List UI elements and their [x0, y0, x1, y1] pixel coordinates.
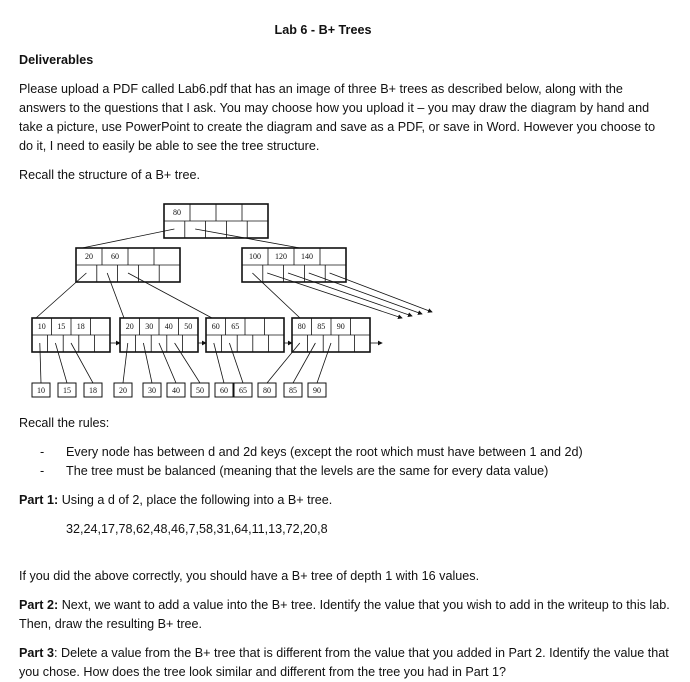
node-key: 18 — [76, 322, 85, 331]
leaf-to-record-pointer — [229, 343, 243, 383]
node-key: 40 — [164, 322, 173, 331]
node-key: 120 — [275, 252, 287, 261]
rule-text: Every node has between d and 2d keys (except the root which must have between 1 and 2d) — [66, 445, 583, 459]
node-key: 60 — [211, 322, 220, 331]
part3-paragraph — [19, 644, 671, 682]
tree-pointer-line — [252, 273, 300, 318]
record-value: 80 — [263, 386, 271, 395]
record-value: 85 — [289, 386, 297, 395]
node-key: 80 — [297, 322, 306, 331]
part2-label: Part 2: — [19, 598, 59, 612]
node-key: 30 — [145, 322, 154, 331]
node-key: 90 — [336, 322, 345, 331]
part1-text: Using a d of 2, place the following into a B+ tree. — [58, 493, 333, 507]
bullet-dash: - — [40, 464, 45, 478]
node-key: 15 — [57, 322, 66, 331]
root-to-left-pointer — [82, 229, 174, 248]
bplus-tree-diagram — [0, 196, 690, 406]
rule-text: The tree must be balanced (meaning that the levels are the same for every data value) — [66, 464, 549, 478]
leaf-to-record-pointer — [123, 343, 128, 383]
part2-text: Next, we want to add a value into the B+ tree. Identify the value that you wish to add in the writeup to this lab. Then, draw the resulting B+ tree. — [19, 598, 670, 631]
node-key: 20 — [85, 252, 93, 261]
node-key: 10 — [37, 322, 46, 331]
page-title: Lab 6 - B+ Trees — [274, 23, 372, 37]
part2-paragraph — [19, 596, 671, 634]
record-value: 15 — [63, 386, 71, 395]
record-value: 10 — [37, 386, 45, 395]
leaf-to-record-pointer — [214, 343, 224, 383]
depth-note: If you did the above correctly, you should have a B+ tree of depth 1 with 16 values. — [19, 569, 480, 583]
offscreen-pointer-arrow — [288, 273, 412, 316]
node-key: 65 — [231, 322, 240, 331]
tree-pointer-line — [107, 273, 124, 318]
record-value: 18 — [89, 386, 97, 395]
leaf-to-record-pointer — [143, 343, 152, 383]
bullet-dash: - — [40, 445, 45, 459]
node-key: 80 — [173, 208, 181, 217]
tree-pointer-line — [128, 273, 212, 318]
part1-values: 32,24,17,78,62,48,46,7,58,31,64,11,13,72,20,8 — [66, 522, 328, 536]
offscreen-pointer-arrow — [267, 273, 402, 318]
leaf-to-record-pointer — [293, 343, 315, 383]
record-value: 40 — [172, 386, 180, 395]
part3-label: Part 3 — [19, 646, 55, 660]
leaf-to-record-pointer — [159, 343, 176, 383]
leaf-to-record-pointer — [55, 343, 67, 383]
record-value: 65 — [239, 386, 247, 395]
node-key: 140 — [301, 252, 313, 261]
leaf-to-record-pointer — [71, 343, 93, 383]
record-value: 90 — [313, 386, 321, 395]
node-key: 60 — [111, 252, 119, 261]
deliverables-heading: Deliverables — [19, 53, 94, 67]
record-value: 30 — [148, 386, 156, 395]
part1-label: Part 1: — [19, 493, 59, 507]
offscreen-pointer-arrow — [309, 273, 422, 314]
recall-structure-text: Recall the structure of a B+ tree. — [19, 168, 200, 182]
part3-text: : Delete a value from the B+ tree that is different from the value that you added in Part 2. Identify the value that you chose. How does the tree look similar and different from the tree you had in Part 1? — [19, 646, 669, 679]
intro-paragraph: Please upload a PDF called Lab6.pdf that has an image of three B+ trees as described below, along with the answers to the questions that I ask. You may choose how you upload it – you may draw the diagram by hand and take a picture, use PowerPoint to create the diagram and save as a PDF, or save in Word. However you choose to do it, I need to easily be able to see the tree structure. — [19, 82, 656, 153]
tree-pointer-line — [36, 273, 86, 318]
leaf-to-record-pointer — [175, 343, 200, 383]
recall-rules-text: Recall the rules: — [19, 416, 110, 430]
node-key: 50 — [184, 322, 193, 331]
leaf-to-record-pointer — [40, 343, 41, 383]
record-value: 60 — [220, 386, 228, 395]
node-key: 85 — [317, 322, 326, 331]
node-key: 100 — [249, 252, 261, 261]
node-key: 20 — [125, 322, 134, 331]
part1-paragraph — [19, 491, 671, 510]
record-value: 20 — [119, 386, 127, 395]
leaf-to-record-pointer — [317, 343, 331, 383]
record-value: 50 — [196, 386, 204, 395]
